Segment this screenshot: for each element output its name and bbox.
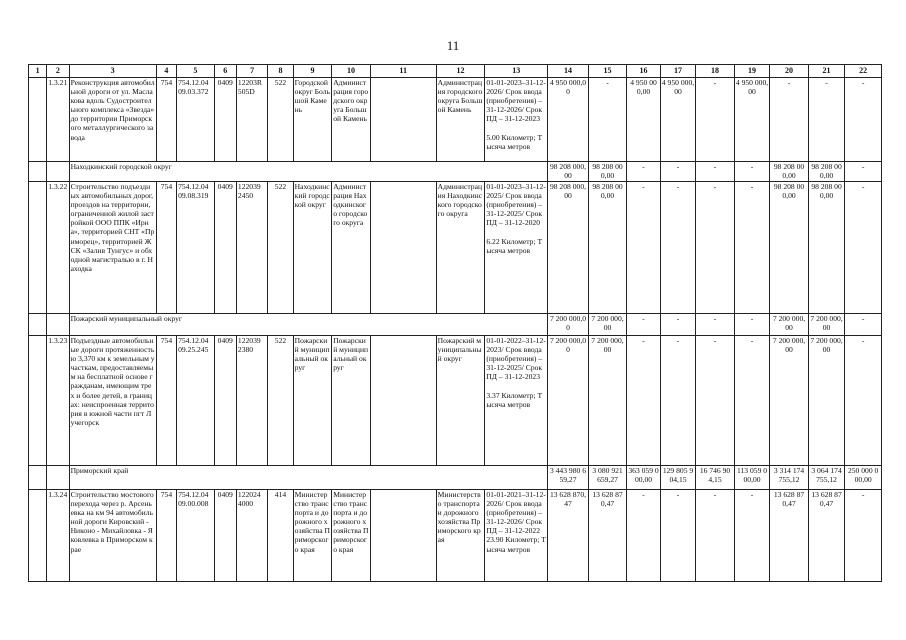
cell-col-9: Находкинский городской округ [293,182,332,314]
cell-col-19: 113 059 000,00 [734,466,769,490]
cell-col-19: 4 950 000,00 [734,78,769,162]
column-header: 9 [293,65,332,78]
cell-col-21: 98 208 000,00 [808,162,845,182]
cell-col-20: 98 208 000,00 [770,162,809,182]
subtotal-row [29,314,882,336]
cell-col-14: 3 443 980 659,27 [548,466,589,490]
cell-col-21: 7 200 000,00 [808,336,845,466]
cell-col-17: - [660,182,695,314]
cell-col-15: - [588,78,627,162]
column-header: 16 [627,65,660,78]
cell-col-16: 4 950 000,00 [627,78,660,162]
page-number: 11 [446,38,460,53]
cell-col-1 [29,466,47,490]
cell-col-3: Строительство мостового перехода через р. Арсеньевка на км 94 автомобильной дороги Кировский - Никоно - Михайловка - Яковлевка в Приморском крае [69,490,156,582]
cell-col-13: 01-01-2021–31-12-2026/ Срок ввода (приобретения) – 31-12-2026/ Срок ПД – 31-12-2022 23.90 Километр; Тысяча метров [485,490,548,582]
column-header: 4 [156,65,176,78]
column-header: 19 [734,65,769,78]
cell-col-13: 01-01-2023–31-12-2026/ Срок ввода (приобретения) – 31-12-2026/ Срок ПД – 31-12-2023 5.00 Километр; Тысяча метров [485,78,548,162]
cell-col-18: - [696,490,735,582]
cell-col-22: - [845,490,882,582]
cell-col-22: - [845,182,882,314]
cell-col-20: 13 628 870,47 [770,490,809,582]
cell-col-15: 7 200 000,00 [588,336,627,466]
cell-col-19: - [734,314,769,336]
cell-col-22: - [845,78,882,162]
cell-col-21: - [808,78,845,162]
cell-col-14: 98 208 000,00 [548,162,589,182]
cell-col-17: 129 805 904,15 [660,466,695,490]
cell-col-20: - [770,78,809,162]
cell-col-17: - [660,336,695,466]
cell-col-14: 98 208 000,00 [548,182,589,314]
cell-col-7: 12203R 505D [236,78,267,162]
cell-col-1 [29,182,47,314]
cell-col-16: - [627,490,660,582]
cell-col-18: - [696,336,735,466]
cell-col-18: 16 746 904,15 [696,466,735,490]
cell-col-15: 13 628 870,47 [588,490,627,582]
cell-col-11 [370,78,436,162]
column-header: 14 [548,65,589,78]
cell-col-17: - [660,314,695,336]
cell-col-2 [47,314,69,336]
cell-col-19: - [734,490,769,582]
column-header: 10 [332,65,371,78]
column-header: 2 [47,65,69,78]
cell-col-20: 7 200 000,00 [770,314,809,336]
cell-col-5: 754.12.04 09.25.245 [177,336,215,466]
cell-col-8: 522 [268,336,293,466]
cell-col-6: 0409 [214,182,236,314]
column-header: 20 [770,65,809,78]
cell-col-20: 98 208 000,00 [770,182,809,314]
cell-col-13: 01-01-2022–31-12-2023/ Срок ввода (приобретения) – 31-12-2025/ Срок ПД – 31-12-2023 3.37 Километр; Тысяча метров [485,336,548,466]
cell-col-11 [370,490,436,582]
table-row [29,490,882,582]
cell-col-17: - [660,490,695,582]
cell-col-14: 13 628 870,47 [548,490,589,582]
cell-col-13: 01-01-2023–31-12-2025/ Срок ввода (приобретения) – 31-12-2025/ Срок ПД – 31-12-2020 6.22 Километр; Тысяча метров [485,182,548,314]
cell-col-1 [29,162,47,182]
cell-col-1 [29,336,47,466]
cell-col-4: 754 [156,336,176,466]
cell-col-14: 4 950 000,00 [548,78,589,162]
cell-col-17: 4 950 000,00 [660,78,695,162]
cell-col-5: 754.12.04 09.08.319 [177,182,215,314]
cell-col-4: 754 [156,78,176,162]
cell-col-15: 7 200 000,00 [588,314,627,336]
cell-col-21: 13 628 870,47 [808,490,845,582]
cell-col-15: 3 080 921 659,27 [588,466,627,490]
cell-col-18: - [696,162,735,182]
cell-col-9: Министерство транспорта и дорожного хозяйства Приморского края [293,490,332,582]
cell-col-1 [29,490,47,582]
cell-col-19: - [734,336,769,466]
cell-col-16: - [627,162,660,182]
cell-col-16: 363 059 000,00 [627,466,660,490]
cell-col-2 [47,162,69,182]
subtotal-label: Находкинский городской округ [69,162,548,182]
cell-col-14: 7 200 000,00 [548,314,589,336]
cell-col-21: 98 208 000,00 [808,182,845,314]
cell-col-20: 3 314 174 755,12 [770,466,809,490]
cell-col-9: Пожарский муниципальный округ [293,336,332,466]
cell-col-9: Городской округ Большой Камень [293,78,332,162]
cell-col-3: Реконструкция автомобильной дороги от ул. Маслакова вдоль Судостроительного комплекса «Звезда» до территории Приморского металлургического завода [69,78,156,162]
cell-col-6: 0409 [214,78,236,162]
cell-col-6: 0409 [214,490,236,582]
subtotal-row [29,162,882,182]
cell-col-14: 7 200 000,00 [548,336,589,466]
cell-col-8: 414 [268,490,293,582]
cell-col-11 [370,336,436,466]
subtotal-row [29,466,882,490]
cell-col-10: Администрация Находкинского городского округа [332,182,371,314]
subtotal-label: Пожарский муниципальный округ [69,314,548,336]
table-body [29,65,882,582]
column-header: 7 [236,65,267,78]
cell-col-12: Администрация Находкинского городского округа [436,182,485,314]
column-header: 12 [436,65,485,78]
cell-col-12: Министерство транспорта и дорожного хозяйства Приморского края [436,490,485,582]
cell-col-12: Администрация городского округа Большой Камень [436,78,485,162]
investment-table [28,64,882,582]
cell-col-18: - [696,78,735,162]
cell-col-7: 122024 4000 [236,490,267,582]
cell-col-19: - [734,162,769,182]
cell-col-10: Министерство транспорта и дорожного хозяйства Приморского края [332,490,371,582]
cell-col-3: Подъездные автомобильные дороги протяженностью 3,370 км к земельным участкам, предоставляемым на бесплатной основе гражданам, имеющим трех и более детей, в границах: неиспроенная территория в южной части пгт Лучегорск [69,336,156,466]
column-header: 21 [808,65,845,78]
table-row [29,336,882,466]
cell-col-18: - [696,182,735,314]
cell-col-22: - [845,314,882,336]
cell-col-2: 1.3.22 [47,182,69,314]
column-header: 5 [177,65,215,78]
cell-col-20: 7 200 000,00 [770,336,809,466]
cell-col-5: 754.12.04 09.03.372 [177,78,215,162]
cell-col-10: Пожарский муниципальный округ [332,336,371,466]
column-header: 8 [268,65,293,78]
cell-col-10: Администрация городского округа Большой Камень [332,78,371,162]
subtotal-label: Приморский край [69,466,548,490]
cell-col-6: 0409 [214,336,236,466]
column-header: 17 [660,65,695,78]
column-header: 22 [845,65,882,78]
cell-col-3: Строительство подъездных автомобильных дорог, проездов на территории, ограниченной жилой застройкой ООО ППК «Ирна», территорией СНТ «Приморец», территорией ЖСК «Залив Тунгус» и обходной магистралью в г. Находка [69,182,156,314]
cell-col-2 [47,466,69,490]
cell-col-4: 754 [156,182,176,314]
column-header: 18 [696,65,735,78]
column-header: 1 [29,65,47,78]
cell-col-2: 1.3.21 [47,78,69,162]
column-header: 15 [588,65,627,78]
header-row [29,65,882,78]
cell-col-19: - [734,182,769,314]
cell-col-21: 7 200 000,00 [808,314,845,336]
cell-col-22: - [845,162,882,182]
cell-col-18: - [696,314,735,336]
cell-col-21: 3 064 174 755,12 [808,466,845,490]
cell-col-1 [29,314,47,336]
cell-col-2: 1.3.23 [47,336,69,466]
cell-col-7: 122039 2450 [236,182,267,314]
cell-col-16: - [627,182,660,314]
cell-col-22: 250 000 000,00 [845,466,882,490]
cell-col-4: 754 [156,490,176,582]
cell-col-8: 522 [268,78,293,162]
cell-col-8: 522 [268,182,293,314]
column-header: 11 [370,65,436,78]
cell-col-12: Пожарский муниципальный округ [436,336,485,466]
cell-col-16: - [627,314,660,336]
cell-col-15: 98 208 000,00 [588,182,627,314]
cell-col-2: 1.3.24 [47,490,69,582]
table-row [29,182,882,314]
cell-col-15: 98 208 000,00 [588,162,627,182]
cell-col-17: - [660,162,695,182]
column-header: 3 [69,65,156,78]
cell-col-5: 754.12.04 09.00.008 [177,490,215,582]
column-header: 6 [214,65,236,78]
cell-col-22: - [845,336,882,466]
cell-col-11 [370,182,436,314]
cell-col-7: 122039 2380 [236,336,267,466]
table-row [29,78,882,162]
cell-col-16: - [627,336,660,466]
cell-col-1 [29,78,47,162]
column-header: 13 [485,65,548,78]
